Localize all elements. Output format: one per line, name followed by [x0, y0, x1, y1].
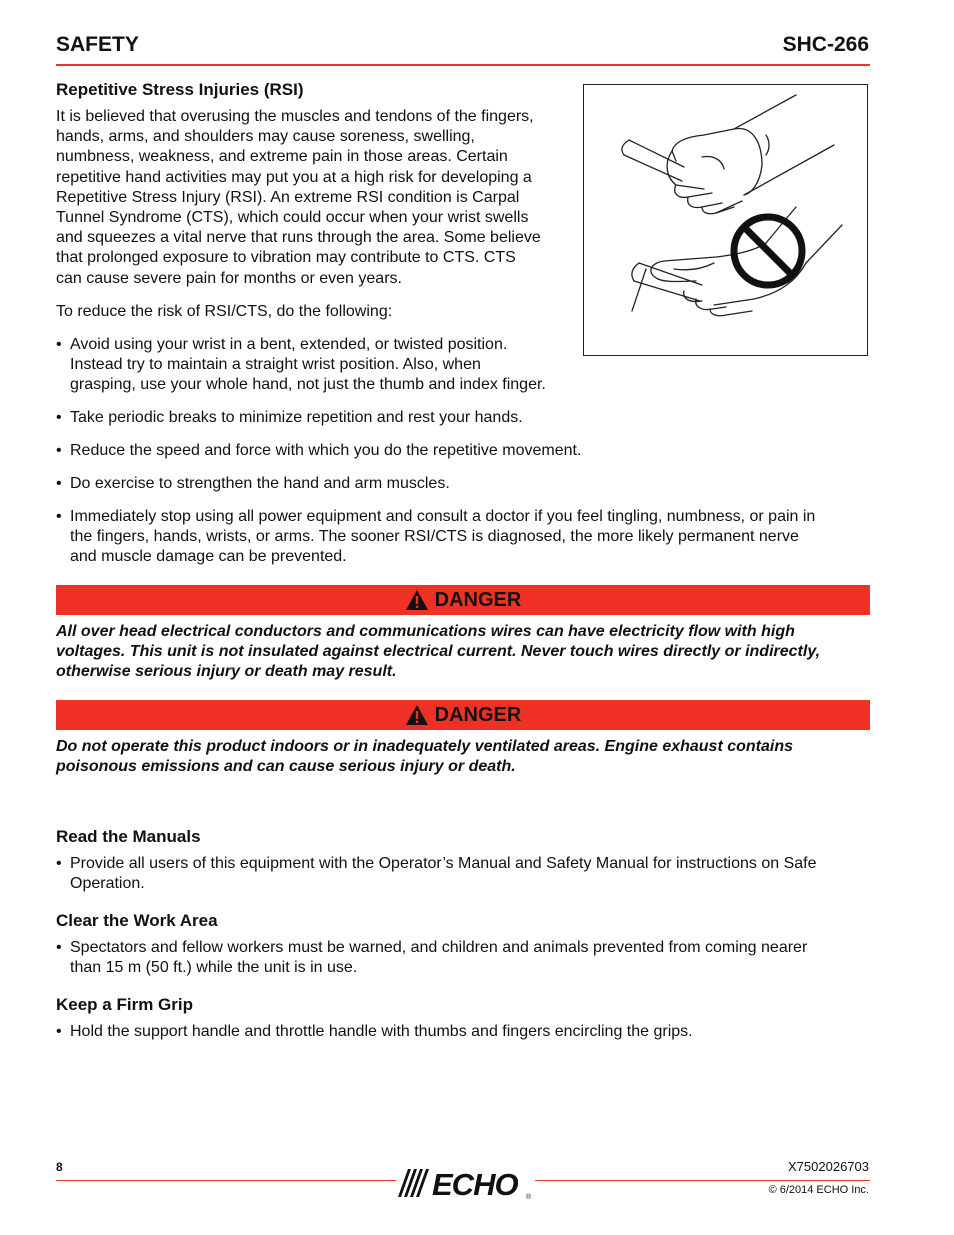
bullet-line: the fingers, hands, wrists, or arms. The sooner RSI/CTS is diagnosed, the more likely permanent nerve [70, 528, 799, 546]
svg-text:ECHO: ECHO [432, 1167, 518, 1201]
footer-divider [56, 1180, 396, 1181]
rsi-line: It is believed that overusing the muscles and tendons of the fingers, [56, 108, 534, 125]
bullet-line: • Take periodic breaks to minimize repetition and rest your hands. [70, 409, 523, 426]
danger-line: voltages. This unit is not insulated against electrical current. Never touch wires directly or indirectly, [56, 643, 821, 660]
rsi-line: hands, arms, and shoulders may cause soreness, swelling, [56, 128, 475, 146]
prohibited-slash [744, 227, 792, 275]
svg-text:®: ® [526, 1194, 532, 1201]
list-item [56, 408, 523, 428]
bullet-line: • Avoid using your wrist in a bent, extended, or twisted position. [70, 336, 508, 353]
bullet-line: • Hold the support handle and throttle handle with thumbs and fingers encircling the grips. [70, 1023, 693, 1040]
page-number: 8 [56, 1160, 63, 1174]
danger-message [56, 737, 874, 777]
echo-logo-mark [392, 1163, 537, 1201]
bullet-line: • Spectators and fellow workers must be warned, and children and animals prevented from coming nearer [70, 939, 808, 956]
bullet-line: • Provide all users of this equipment with the Operator’s Manual and Safety Manual for instructions on Safe [70, 855, 817, 872]
rsi-line: Tunnel Syndrome (CTS), which could occur when your wrist swells [56, 209, 529, 227]
list-item [56, 474, 450, 494]
rsi-paragraph [56, 107, 581, 289]
list-item [56, 441, 581, 461]
bullet-line: • Reduce the speed and force with which you do the repetitive movement. [70, 442, 582, 459]
section-title: SAFETY [56, 33, 139, 56]
bullet-line: Instead try to maintain a straight wrist position. Also, when [70, 356, 481, 374]
list-item [56, 938, 890, 978]
footer-divider [535, 1180, 870, 1181]
list-item [56, 1022, 890, 1042]
bullet-line: • Immediately stop using all power equipment and consult a doctor if you feel tingling, numbness, or pain in [70, 508, 816, 525]
danger-line: Do not operate this product indoors or in inadequately ventilated areas. Engine exhaust contains [56, 738, 794, 755]
rsi-line: that prolonged exposure to vibration may contribute to CTS. CTS [56, 249, 516, 267]
danger-label: DANGER [434, 703, 522, 726]
rsi-line: Repetitive Stress Injury (RSI). An extreme RSI condition is Carpal [56, 188, 520, 206]
list-item [56, 335, 610, 396]
danger-line: poisonous emissions and can cause serious injury or death. [56, 758, 516, 775]
bullet-line: than 15 m (50 ft.) while the unit is in use. [70, 959, 358, 977]
danger-line: otherwise serious injury or death may result. [56, 663, 397, 680]
rsi-intro: To reduce the risk of RSI/CTS, do the following: [56, 303, 393, 320]
rsi-line: can cause severe pain for months or even years. [56, 269, 402, 287]
warning-triangle-icon [405, 704, 429, 726]
copyright: © 6/2014 ECHO Inc. [768, 1184, 869, 1196]
manuals-heading: Read the Manuals [56, 827, 201, 846]
header-divider [56, 64, 870, 66]
part-number: X7502026703 [788, 1159, 869, 1174]
danger-message [56, 622, 874, 682]
danger-label: DANGER [434, 588, 522, 611]
work-area-heading: Clear the Work Area [56, 911, 218, 930]
model-number: SHC-266 [782, 33, 869, 56]
echo-logo [392, 1163, 537, 1201]
danger-banner [56, 585, 870, 615]
list-item [56, 854, 890, 894]
danger-line: All over head electrical conductors and communications wires can have electricity flow with high [56, 623, 795, 640]
bullet-line: grasping, use your whole hand, not just the thumb and index finger. [70, 376, 546, 394]
rsi-heading: Repetitive Stress Injuries (RSI) [56, 80, 304, 99]
list-item [56, 507, 890, 568]
rsi-line: numbness, weakness, and extreme pain in those areas. Certain [56, 148, 508, 166]
grip-heading: Keep a Firm Grip [56, 995, 193, 1014]
danger-banner [56, 700, 870, 730]
warning-triangle-icon [405, 589, 429, 611]
bullet-line: • Do exercise to strengthen the hand and arm muscles. [70, 475, 450, 492]
bullet-line: Operation. [70, 875, 145, 893]
bullet-line: and muscle damage can be prevented. [70, 548, 347, 566]
rsi-line: and squeezes a vital nerve that runs through the area. Some believe [56, 229, 541, 247]
hand-grip-drawing [584, 85, 867, 355]
wrist-position-illustration [583, 84, 868, 356]
rsi-line: repetitive hand activities may put you at a high risk for developing a [56, 168, 532, 186]
